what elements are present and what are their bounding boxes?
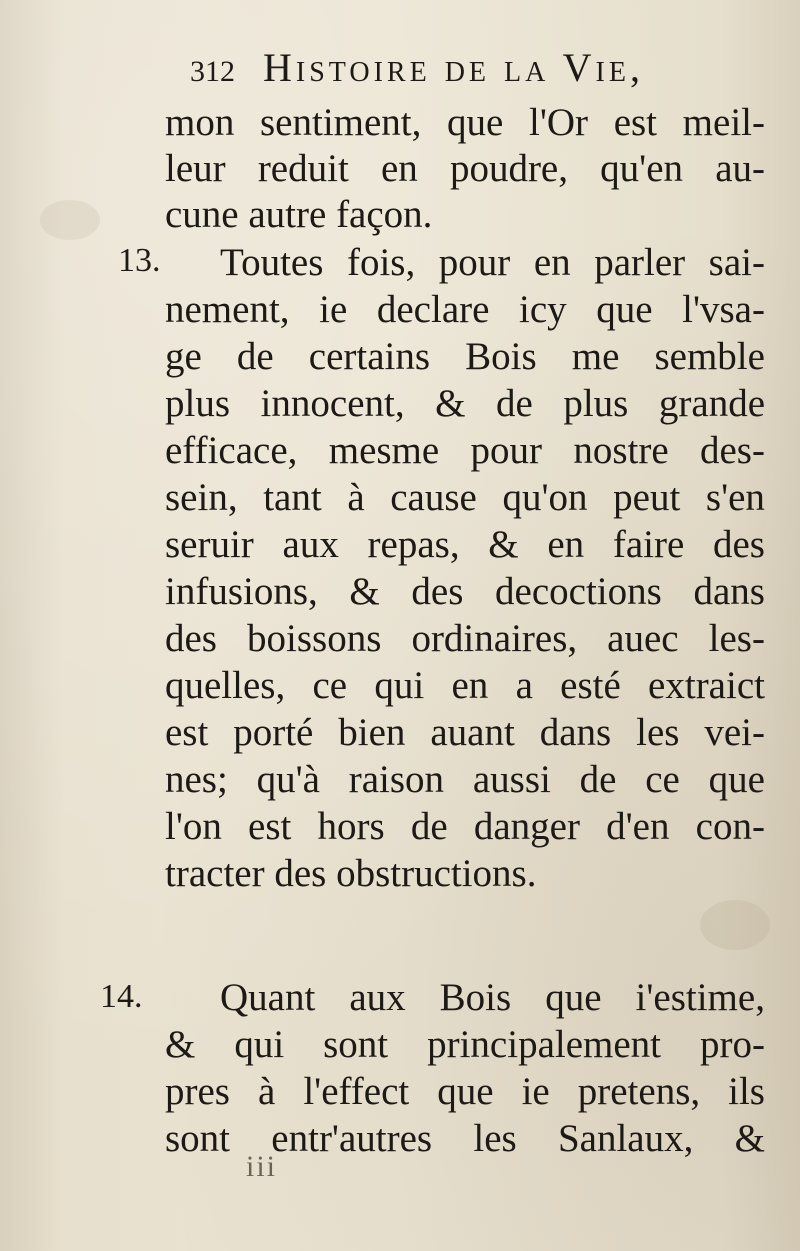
paper-stain [700,900,770,950]
running-title: Histoire de la Vie, [263,45,644,90]
text-line: mon sentiment, que l'Or est meil- [165,101,765,144]
text-line: nement, ie declare icy que l'vsa- [165,288,765,331]
text-line: seruir aux repas, & en faire des [165,523,765,566]
text-line: ge de certains Bois me semble [165,335,765,378]
text-line: l'on est hors de danger d'en con- [165,805,765,848]
page-number: 312 [190,55,235,88]
text-line: plus innocent, & de plus grande [165,382,765,425]
text-line: nes; qu'à raison aussi de ce que [165,758,765,801]
text-line: est porté bien auant dans les vei- [165,711,765,754]
text-line: infusions, & des decoctions dans [165,570,765,613]
signature-mark: iii [246,1150,278,1183]
paragraph-number-13: 13. [118,242,161,279]
text-line: Quant aux Bois que i'estime, [220,976,765,1019]
paragraph-number-14: 14. [100,978,143,1015]
text-line: & qui sont principalement pro- [165,1023,765,1066]
text-line: sein, tant à cause qu'on peut s'en [165,476,765,519]
text-line: Toutes fois, pour en parler sai- [220,241,765,284]
text-line: sont entr'autres les Sanlaux, & [165,1117,765,1160]
text-line: cune autre façon. [165,193,433,236]
text-line: tracter des obstructions. [165,852,537,895]
text-line: quelles, ce qui en a esté extraict [165,664,765,707]
text-line: efficace, mesme pour nostre des- [165,429,765,472]
text-line: des boissons ordinaires, auec les- [165,617,765,660]
page-header [190,38,750,98]
text-line: pres à l'effect que ie pretens, ils [165,1070,765,1113]
text-line: leur reduit en poudre, qu'en au- [165,147,765,190]
paper-stain [40,200,100,240]
